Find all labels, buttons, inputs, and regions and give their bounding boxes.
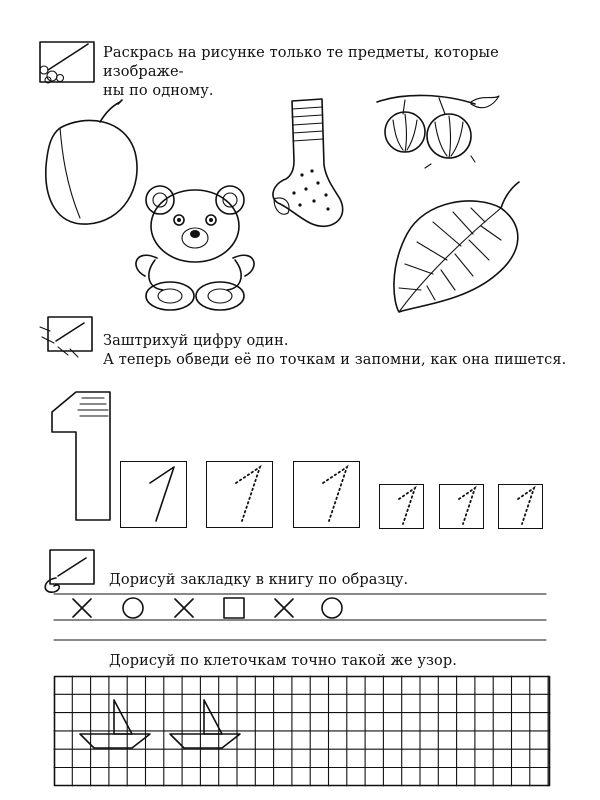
boat-copy: [170, 700, 240, 748]
task2-text-line1: Заштрихуй цифру один.: [103, 333, 289, 349]
task1-text-line2: ны по одному.: [103, 83, 214, 99]
digit-one-dotted-3: [379, 484, 424, 529]
digit-one-dotted-1: [206, 461, 273, 528]
boat-pattern: [54, 676, 550, 786]
task2-instructions: [103, 332, 573, 370]
gooseberries-drawing: [375, 90, 505, 170]
digit-one-dotted-2: [293, 461, 360, 528]
digit-one-dotted-5: [498, 484, 543, 529]
pencil-draw-icon: [40, 548, 100, 596]
sock-drawing: [270, 95, 350, 235]
bookmark-pattern: [70, 596, 360, 620]
pattern-circle-2: [320, 596, 344, 620]
pencil-hatch-icon: [38, 315, 98, 357]
digit-one-outline: [48, 388, 118, 528]
leaf-drawing: [385, 178, 535, 318]
pattern-x-2: [172, 596, 196, 620]
digit-one-dotted-4: [439, 484, 484, 529]
task4-text: Дорисуй по клеточкам точно такой же узор.: [109, 653, 457, 669]
task3-text: Дорисуй закладку в книгу по образцу.: [109, 572, 409, 588]
pattern-circle-1: [121, 596, 145, 620]
pencil-palette-icon: [38, 40, 98, 86]
task1-text-line1: Раскрась на рисунке только те предметы, которые изображе-: [103, 45, 499, 80]
task2-text-line2: А теперь обведи её по точкам и запомни, как она пишется.: [103, 352, 567, 368]
teddy-bear-drawing: [125, 178, 275, 313]
pattern-x-3: [272, 596, 296, 620]
digit-one-sample: [120, 461, 187, 528]
pattern-x-1: [70, 596, 94, 620]
boat-sample: [80, 700, 150, 748]
pattern-square: [222, 596, 246, 620]
